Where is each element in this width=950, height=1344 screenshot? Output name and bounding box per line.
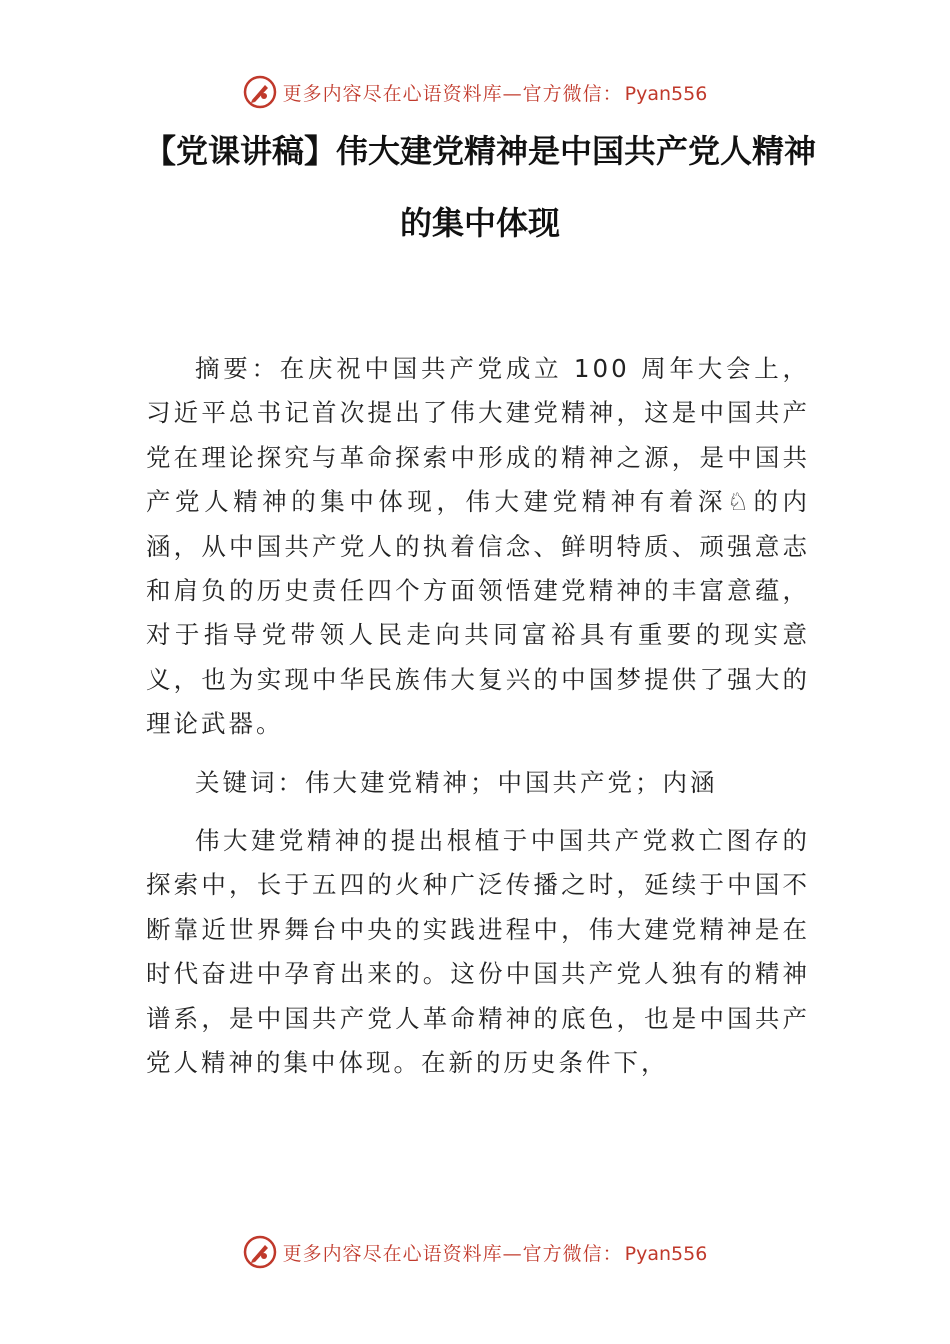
banner-text: 更多内容尽在心语资料库—官方微信： Pyan556	[282, 1242, 708, 1265]
keywords-line: 关键词：伟大建党精神；中国共产党；内涵	[195, 767, 718, 797]
banner-brand: Pyan556	[624, 1242, 708, 1265]
body-paragraph: 伟大建党精神的提出根植于中国共产党救亡图存的探索中，长于五四的火种广泛传播之时，延续于中国不断靠近世界舞台中央的实践进程中，伟大建党精神是在时代奋进中孕育出来的。这份中国共产党人独有的精神谱系，是中国共产党人革命精神的底色，也是中国共产党人精神的集中体现。在新的历史条件下，	[146, 826, 810, 1078]
document-title: 【党课讲稿】伟大建党精神是中国共产党人精神的集中体现	[143, 132, 816, 242]
footer-banner	[0, 1232, 950, 1272]
abstract-paragraph: 摘要：在庆祝中国共产党成立 100 周年大会上，习近平总书记首次提出了伟大建党精神，这是中国共产党在理论探究与革命探索中形成的精神之源，是中国共产党人精神的集中体现，伟大建党精神有着深♘的内涵，从中国共产党人的执着信念、鲜明特质、顽强意志和肩负的历史责任四个方面领悟建党精神的丰富意蕴，对于指导党带领人民走向共同富裕具有重要的现实意义，也为实现中华民族伟大复兴的中国梦提供了强大的理论武器。	[146, 354, 810, 739]
pen-nib-seal-icon	[243, 75, 277, 109]
pen-nib-seal-icon	[243, 1235, 277, 1269]
banner-brand: Pyan556	[624, 82, 708, 105]
banner-text: 更多内容尽在心语资料库—官方微信： Pyan556	[282, 82, 708, 105]
header-banner	[0, 72, 950, 112]
document-body	[146, 347, 810, 1086]
